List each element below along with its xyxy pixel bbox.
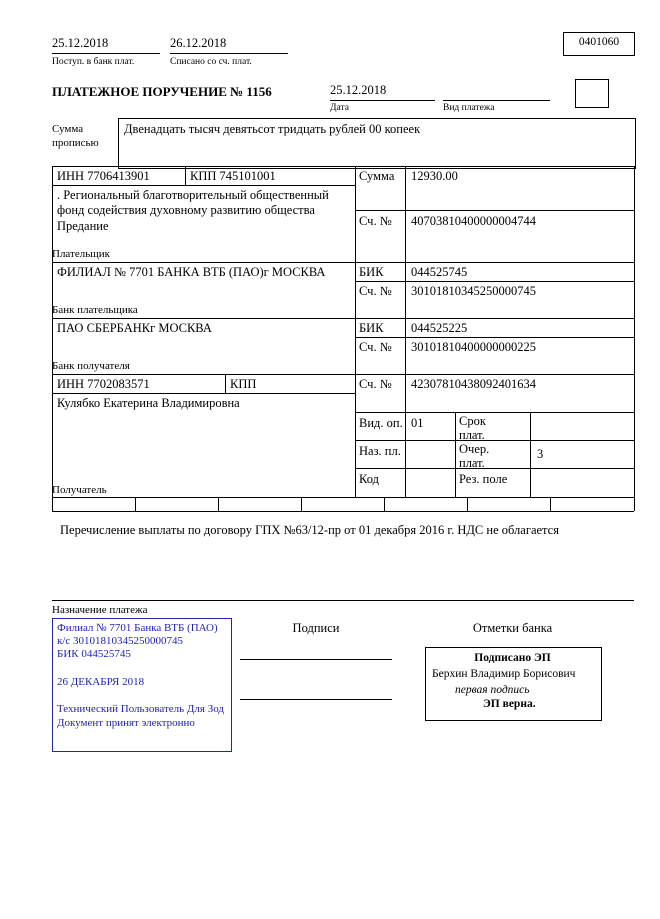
op-type-value: 01 (411, 416, 424, 430)
grid-line (467, 497, 468, 511)
payee-name: Кулябко Екатерина Владимировна (57, 396, 240, 410)
payer-label: Плательщик (52, 248, 110, 260)
payer-bank-bik-value: 044525745 (411, 265, 468, 279)
payer-bank-account-value: 30101810345250000745 (411, 284, 536, 298)
bank-stamp-note: Документ принят электронно (57, 716, 195, 729)
payer-inn: ИНН 7706413901 (57, 169, 150, 183)
signed-title: Подписано ЭП (474, 652, 551, 664)
purpose-separator-line (52, 600, 634, 601)
grid-line (52, 262, 634, 263)
pay-term-label: Срок плат. (459, 414, 486, 443)
bank-stamp (52, 618, 232, 752)
grid-line (218, 497, 219, 511)
signature-line-2 (240, 699, 392, 700)
bank-stamp-corr-account: к/с 30101810345250000745 (57, 635, 184, 648)
payment-purpose-text: Перечисление выплаты по договору ГПХ №63/12-пр от 01 декабря 2016 г. НДС не облагается (60, 523, 559, 537)
grid-line (355, 210, 634, 211)
grid-line (135, 497, 136, 511)
grid-line (405, 166, 406, 497)
grid-line (530, 412, 531, 497)
grid-line (355, 166, 356, 497)
grid-line (550, 497, 551, 511)
grid-line (355, 337, 634, 338)
grid-line (52, 497, 634, 498)
received-date: 25.12.2018 (52, 36, 109, 50)
grid-line (185, 166, 186, 185)
bank-stamp-bik: БИК 044525745 (57, 648, 131, 661)
grid-line (52, 318, 634, 319)
payment-type-label: Вид платежа (443, 103, 495, 113)
debited-date-label: Списано со сч. плат. (170, 57, 252, 67)
priority-value: 3 (537, 447, 544, 461)
payee-bank-name: ПАО СБЕРБАНКг МОСКВА (57, 321, 212, 335)
code-label: Код (359, 472, 379, 486)
grid-line (225, 374, 226, 393)
purpose-code-label: Наз. пл. (359, 444, 401, 458)
op-type-label: Вид. оп. (359, 416, 403, 430)
grid-line (301, 497, 302, 511)
payer-name: . Региональный благотворительный общественный фонд содействия духовному развитию общества Предание (57, 188, 329, 233)
grid-line (52, 166, 634, 167)
payer-bank-bik-label: БИК (359, 265, 384, 279)
grid-line (384, 497, 385, 511)
payer-account-value: 40703810400000004744 (411, 214, 536, 228)
grid-line (634, 166, 635, 511)
grid-line (52, 166, 53, 511)
payee-bank-account-value: 30101810400000000225 (411, 340, 536, 354)
reserve-field-label: Рез. поле (459, 472, 508, 486)
priority-label: Очер. плат. (459, 442, 490, 471)
payee-account-label: Сч. № (359, 377, 392, 391)
bank-stamp-user: Технический Пользователь Для Зод (57, 702, 225, 715)
form-code-box (563, 32, 635, 56)
received-date-underline (52, 53, 160, 54)
received-date-label: Поступ. в банк плат. (52, 57, 135, 67)
grid-line (455, 412, 456, 497)
bank-marks-label: Отметки банка (472, 621, 553, 635)
signatures-label: Подписи (292, 621, 340, 635)
signature-role: первая подпись (455, 684, 530, 696)
payee-bank-account-label: Сч. № (359, 340, 392, 354)
grid-line (52, 393, 355, 394)
payee-kpp-label: КПП (230, 377, 257, 391)
grid-line (355, 412, 634, 413)
document-title: ПЛАТЕЖНОЕ ПОРУЧЕНИЕ № 1156 (52, 84, 272, 99)
amount-words-box (118, 118, 636, 169)
amount-label: Сумма (359, 169, 395, 183)
payee-account-value: 42307810438092401634 (411, 377, 536, 391)
date-label: Дата (330, 103, 349, 113)
date-underline (330, 100, 435, 101)
grid-line (52, 374, 634, 375)
signer-name: Берхин Владимир Борисович (432, 668, 576, 680)
amount-value: 12930.00 (411, 169, 458, 183)
payment-type-box (575, 79, 609, 108)
debited-date: 26.12.2018 (170, 36, 227, 50)
debited-date-underline (170, 53, 288, 54)
grid-line (52, 185, 355, 186)
payer-bank-label: Банк плательщика (52, 304, 138, 316)
amount-words-text: Двенадцать тысяч девятьсот тридцать рублей 00 копеек (124, 122, 421, 136)
payee-label: Получатель (52, 484, 107, 496)
payer-kpp: КПП 745101001 (190, 169, 276, 183)
amount-words-label: Сумма прописью (52, 123, 99, 150)
payer-account-label: Сч. № (359, 214, 392, 228)
bank-stamp-bank: Филиал № 7701 Банка ВТБ (ПАО) (57, 622, 218, 634)
grid-line (355, 281, 634, 282)
payer-bank-account-label: Сч. № (359, 284, 392, 298)
form-code: 0401060 (578, 36, 620, 48)
payer-bank-name: ФИЛИАЛ № 7701 БАНКА ВТБ (ПАО)г МОСКВА (57, 265, 326, 279)
payee-bank-bik-label: БИК (359, 321, 384, 335)
payee-bank-label: Банк получателя (52, 360, 130, 372)
document-date: 25.12.2018 (330, 83, 387, 97)
bank-stamp-date: 26 ДЕКАБРЯ 2018 (57, 675, 145, 688)
signature-line-1 (240, 659, 392, 660)
grid-line (52, 511, 634, 512)
payee-inn: ИНН 7702083571 (57, 377, 150, 391)
payment-type-underline (443, 100, 550, 101)
payment-purpose-label: Назначение платежа (52, 604, 148, 616)
payee-bank-bik-value: 044525225 (411, 321, 468, 335)
signature-verified: ЭП верна. (483, 698, 536, 710)
